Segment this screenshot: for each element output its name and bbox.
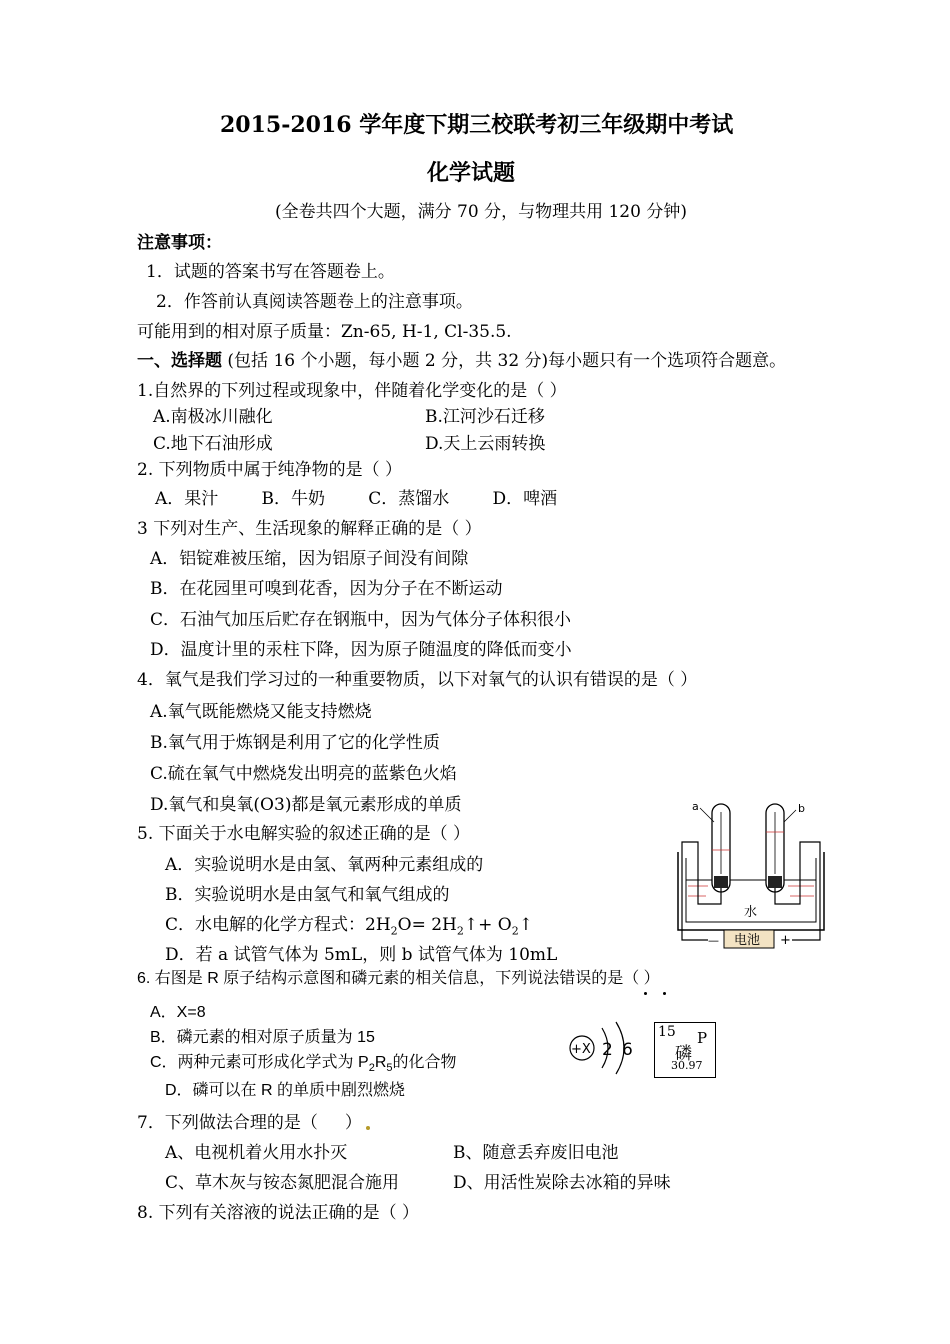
emphasis-dot-3	[366, 1126, 370, 1130]
battery-plus: +	[780, 933, 791, 948]
electrode-b	[768, 876, 782, 888]
shell-1-electrons: 2	[602, 1040, 613, 1060]
q5-option-b: B．实验说明水是由氢气和氧气组成的	[165, 885, 450, 905]
emphasis-dot-2	[663, 992, 666, 995]
q2-options: A．果汁 B．牛奶 C．蒸馏水 D．啤酒	[155, 489, 558, 509]
q1-option-c: C.地下石油形成	[153, 434, 273, 454]
notice-item-1: 1．试题的答案书写在答题卷上。	[146, 262, 395, 282]
q7-option-a: A、电视机着火用水扑灭	[165, 1143, 348, 1163]
q4-option-d: D.氧气和臭氧(O3)都是氧元素形成的单质	[150, 795, 462, 815]
q4-option-b: B.氧气用于炼钢是利用了它的化学性质	[150, 733, 440, 753]
q4-option-a: A.氧气既能燃烧又能支持燃烧	[150, 702, 372, 722]
q1-stem: 1.自然界的下列过程或现象中，伴随着化学变化的是（ ）	[137, 381, 567, 401]
exam-subtitle: 化学试题	[427, 160, 516, 186]
label-a: a	[692, 800, 699, 813]
section-1-desc: (包括 16 个小题，每小题 2 分，共 32 分)每小题只有一个选项符合题意。	[222, 351, 787, 371]
q6-c-prefix: C．两种元素可形成化学式为 P	[150, 1054, 369, 1071]
q6-c-sub1: 2	[368, 1062, 375, 1075]
electrolysis-diagram	[668, 792, 836, 950]
q6-option-d: D．磷可以在 R 的单质中剧烈燃烧	[165, 1082, 406, 1099]
q1-option-b: B.江河沙石迁移	[425, 407, 545, 427]
q5-c-sub2: 2	[456, 924, 464, 938]
element-name: 磷	[675, 1044, 692, 1064]
q5-option-c	[165, 914, 533, 942]
q1-option-d: D.天上云雨转换	[425, 434, 546, 454]
q6-c-end: 的化合物	[392, 1054, 457, 1071]
electrode-a	[714, 876, 728, 888]
q6-c-sub2: 5	[386, 1062, 393, 1075]
section-1-title: 一、选择题	[137, 351, 222, 371]
q5-c-mid: O= 2H	[397, 915, 457, 935]
battery-label: 电池	[734, 933, 761, 948]
q5-c-mid2: ↑+ O	[463, 915, 512, 935]
q8-stem: 8. 下列有关溶液的说法正确的是（ ）	[137, 1203, 420, 1223]
q1-option-a: A.南极冰川融化	[153, 407, 273, 427]
atomic-mass-line: 可能用到的相对原子质量：Zn-65, H-1, Cl-35.5.	[137, 322, 512, 342]
q7-stem-text: 7．下列做法合理的是（ ）	[137, 1113, 362, 1133]
shell-2-electrons: 6	[622, 1040, 633, 1060]
q3-stem: 3 下列对生产、生活现象的解释正确的是（ ）	[137, 519, 482, 539]
notice-item-2: 2．作答前认真阅读答题卷上的注意事项。	[156, 292, 473, 312]
exam-note: (全卷共四个大题，满分 70 分，与物理共用 120 分钟)	[275, 202, 687, 222]
q5-c-sub1: 2	[390, 924, 398, 938]
q7-option-b: B、随意丢弃废旧电池	[453, 1143, 619, 1163]
q6-option-a: A．X=8	[150, 1004, 206, 1021]
q3-option-a: A．铝锭难被压缩，因为铝原子间没有间隙	[150, 549, 469, 569]
element-mass: 30.97	[671, 1059, 703, 1072]
q5-stem: 5. 下面关于水电解实验的叙述正确的是（ ）	[137, 824, 471, 844]
battery-minus: —	[708, 934, 719, 947]
exam-title: 2015-2016 学年度下期三校联考初三年级期中考试	[220, 112, 734, 138]
q4-stem: 4．氧气是我们学习过的一种重要物质，以下对氧气的认识有错误的是（ ）	[137, 670, 698, 690]
element-number: 15	[658, 1024, 676, 1040]
q5-option-a: A．实验说明水是由氢、氧两种元素组成的	[165, 855, 484, 875]
q6-option-c	[150, 1052, 457, 1079]
q4-option-c: C.硫在氧气中燃烧发出明亮的蓝紫色火焰	[150, 764, 457, 784]
q5-c-end: ↑	[518, 915, 533, 935]
q6-c-mid: R	[374, 1054, 387, 1071]
q2-stem: 2. 下列物质中属于纯净物的是（ ）	[137, 460, 403, 480]
nucleus-label: +X	[571, 1042, 591, 1057]
emphasis-dot-1	[644, 992, 647, 995]
water-label: 水	[744, 905, 758, 920]
q5-c-prefix: C．水电解的化学方程式：2H	[165, 915, 391, 935]
q3-option-c: C．石油气加压后贮存在钢瓶中，因为气体分子体积很小	[150, 610, 572, 630]
q5-option-d: D．若 a 试管气体为 5mL，则 b 试管气体为 10mL	[165, 945, 558, 965]
q3-option-b: B．在花园里可嗅到花香，因为分子在不断运动	[150, 579, 503, 599]
q5-c-sub3: 2	[511, 924, 519, 938]
section-1-heading	[137, 350, 786, 372]
q7-option-c: C、草木灰与铵态氮肥混合施用	[165, 1173, 400, 1193]
q6-stem: 6. 右图是 R 原子结构示意图和磷元素的相关信息，下列说法错误的是（ ）	[137, 970, 660, 987]
notice-heading: 注意事项：	[137, 233, 222, 253]
label-b: b	[798, 802, 805, 815]
q7-stem	[137, 1112, 362, 1134]
atom-structure-diagram	[562, 1018, 642, 1080]
q6-option-b: B．磷元素的相对原子质量为 15	[150, 1029, 375, 1046]
q7-option-d: D、用活性炭除去冰箱的异味	[453, 1173, 671, 1193]
q3-option-d: D．温度计里的汞柱下降，因为原子随温度的降低而变小	[150, 640, 572, 660]
element-symbol: P	[697, 1029, 708, 1047]
element-card	[654, 1022, 716, 1078]
